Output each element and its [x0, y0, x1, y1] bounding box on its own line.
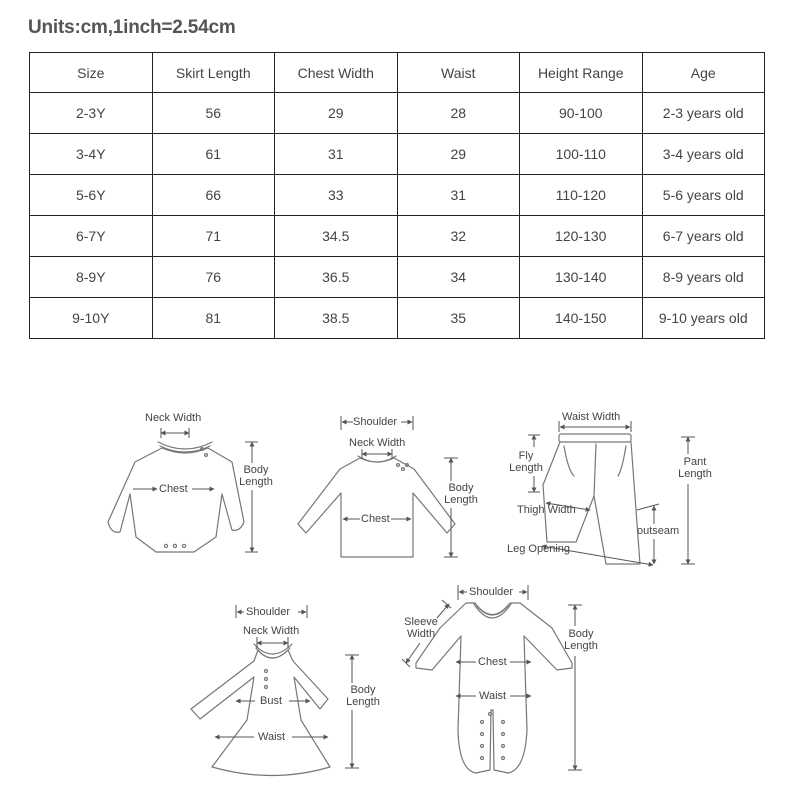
- sweater-shoulder-label: Shoulder: [353, 416, 398, 428]
- header-height-range: Height Range: [520, 53, 643, 93]
- cell-chest-width: 34.5: [275, 216, 398, 257]
- dress-length-label: Length: [346, 696, 380, 708]
- cell-waist: 28: [397, 93, 520, 134]
- cell-size: 9-10Y: [30, 298, 153, 339]
- pants-thigh-width-label: Thigh Width: [517, 504, 576, 516]
- cell-skirt-length: 56: [152, 93, 275, 134]
- cell-chest-width: 38.5: [275, 298, 398, 339]
- bodysuit-chest-label: Chest: [159, 483, 188, 495]
- romper-length-label: Length: [564, 640, 598, 652]
- bodysuit-neck-width-label: Neck Width: [145, 412, 202, 424]
- cell-size: 3-4Y: [30, 134, 153, 175]
- cell-skirt-length: 61: [152, 134, 275, 175]
- romper-width-label: Width: [406, 628, 436, 640]
- pants-outseam-label: outseam: [637, 525, 680, 537]
- cell-age: 5-6 years old: [642, 175, 765, 216]
- cell-chest-width: 36.5: [275, 257, 398, 298]
- cell-age: 9-10 years old: [642, 298, 765, 339]
- cell-size: 8-9Y: [30, 257, 153, 298]
- sweater-neck-width-label: Neck Width: [349, 437, 406, 449]
- cell-age: 6-7 years old: [642, 216, 765, 257]
- romper-chest-label: Chest: [478, 656, 507, 668]
- cell-waist: 34: [397, 257, 520, 298]
- cell-height-range: 100-110: [520, 134, 643, 175]
- cell-height-range: 140-150: [520, 298, 643, 339]
- dress-body-label: Body: [350, 684, 376, 696]
- header-age: Age: [642, 53, 765, 93]
- romper-snap-buttons: [481, 713, 505, 760]
- sweater-chest-label: Chest: [361, 513, 390, 525]
- pants-fly-length-word: Length: [509, 462, 543, 474]
- dress-neck-width-label: Neck Width: [243, 625, 300, 637]
- romper-sleeve-label: Sleeve: [404, 616, 438, 628]
- pants-leg-opening-label: Leg Opening: [507, 543, 570, 555]
- pants-fly-label: Fly: [518, 450, 534, 462]
- cell-age: 8-9 years old: [642, 257, 765, 298]
- pants-pant-length-word: Length: [678, 468, 712, 480]
- pants-pant-label: Pant: [683, 456, 707, 468]
- sweater-body-length-label: [439, 482, 483, 506]
- pants-pant-length-label: [672, 456, 718, 480]
- cell-height-range: 130-140: [520, 257, 643, 298]
- cell-waist: 32: [397, 216, 520, 257]
- cell-waist: 29: [397, 134, 520, 175]
- romper-sleeve-width-label: [400, 616, 442, 640]
- cell-height-range: 120-130: [520, 216, 643, 257]
- cell-skirt-length: 76: [152, 257, 275, 298]
- header-size: Size: [30, 53, 153, 93]
- cell-age: 2-3 years old: [642, 93, 765, 134]
- cell-skirt-length: 66: [152, 175, 275, 216]
- bodysuit-snap-buttons: [164, 448, 207, 548]
- pants-waist-width-label: Waist Width: [562, 411, 621, 423]
- dress-shoulder-label: Shoulder: [246, 606, 291, 618]
- sweater-outline: [298, 456, 455, 557]
- cell-size: 6-7Y: [30, 216, 153, 257]
- dress-waist-label: Waist: [258, 731, 286, 743]
- bodysuit-length-label: Length: [239, 476, 273, 488]
- cell-chest-width: 31: [275, 134, 398, 175]
- cell-chest-width: 29: [275, 93, 398, 134]
- bodysuit-body-label: Body: [243, 464, 269, 476]
- romper-body-label: Body: [568, 628, 594, 640]
- cell-chest-width: 33: [275, 175, 398, 216]
- cell-size: 5-6Y: [30, 175, 153, 216]
- romper-body-length-label: [560, 628, 602, 652]
- cell-age: 3-4 years old: [642, 134, 765, 175]
- bodysuit-outline: [108, 442, 244, 552]
- sweater-length-label: Length: [444, 494, 478, 506]
- header-skirt-length: Skirt Length: [152, 53, 275, 93]
- pants-fly-length-label: [504, 450, 548, 474]
- bodysuit-body-length-label: [236, 464, 276, 488]
- dress-body-length-label: [340, 684, 386, 708]
- dress-buttons: [265, 670, 268, 689]
- dress-outline: [191, 644, 330, 776]
- cell-height-range: 90-100: [520, 93, 643, 134]
- sweater-body-label: Body: [448, 482, 474, 494]
- header-waist: Waist: [397, 53, 520, 93]
- cell-height-range: 110-120: [520, 175, 643, 216]
- cell-skirt-length: 81: [152, 298, 275, 339]
- header-chest-width: Chest Width: [275, 53, 398, 93]
- units-title: Units:cm,1inch=2.54cm: [28, 17, 236, 38]
- cell-waist: 31: [397, 175, 520, 216]
- romper-shoulder-label: Shoulder: [469, 586, 514, 598]
- romper-waist-label: Waist: [479, 690, 507, 702]
- dress-bust-label: Bust: [260, 695, 283, 707]
- cell-waist: 35: [397, 298, 520, 339]
- cell-skirt-length: 71: [152, 216, 275, 257]
- cell-size: 2-3Y: [30, 93, 153, 134]
